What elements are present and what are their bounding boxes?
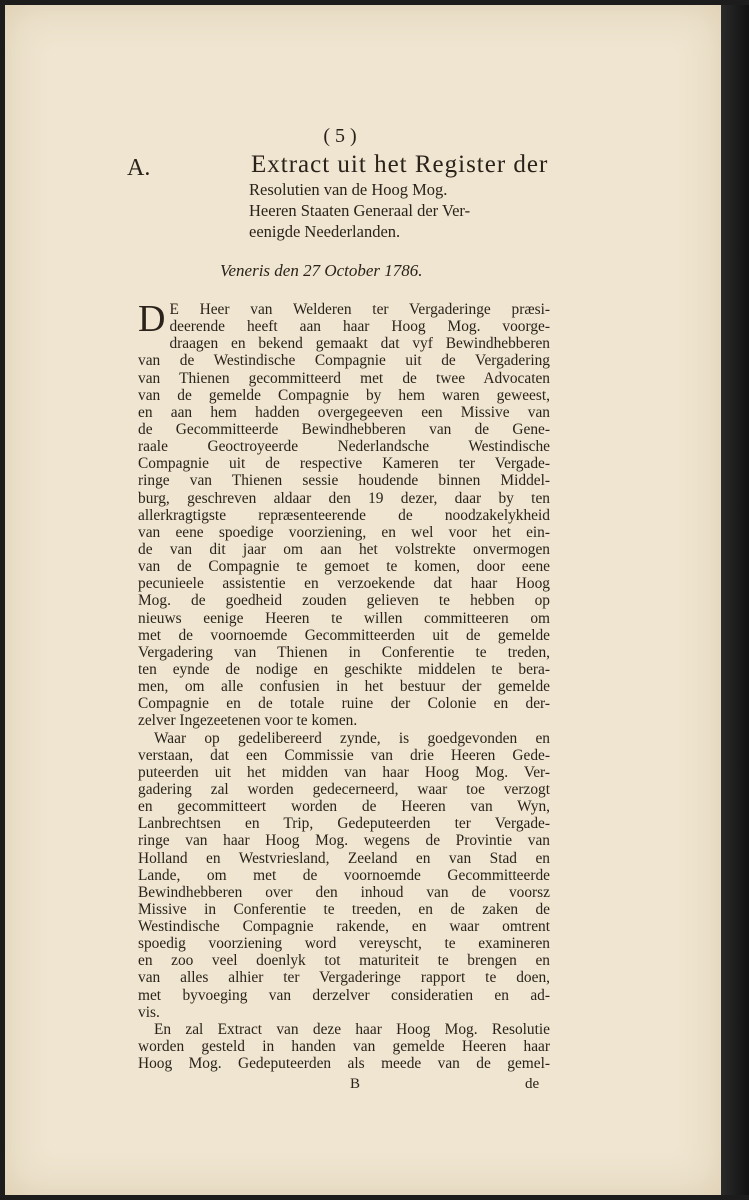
body-line: van de Westindische Compagnie uit de Vergadering [138, 352, 550, 370]
body-line: ringe van Thienen sessie houdende binnen Middel- [138, 472, 550, 490]
signature-mark: B [350, 1076, 361, 1092]
body-line: vis. [138, 1003, 160, 1021]
page-number: ( 5 ) [323, 125, 357, 147]
document-page [5, 5, 721, 1195]
body-line: pecunieele assistentie en verzoekende dat haar Hoog [138, 575, 550, 593]
body-line: En zal Extract van deze haar Hoog Mog. Resolutie [154, 1020, 550, 1038]
body-line: zelver Ingezeetenen voor te komen. [138, 712, 358, 730]
body-line: Compagnie en de totale ruine der Colonie en der- [138, 695, 550, 713]
body-line: en aan hem hadden overgegeeven een Missive van [138, 403, 550, 421]
body-line: draagen en bekend gemaakt dat vyf Bewindhebberen [169, 335, 550, 353]
body-line: E Heer van Welderen ter Vergaderinge præsi- [169, 301, 550, 318]
drop-cap: D [138, 298, 166, 340]
body-line: en gecommitteert worden de Heeren van Wyn, [138, 798, 550, 816]
body-line: Bewindhebberen over den inhoud van de voorsz [138, 883, 550, 901]
body-line: van alles alhier ter Vergaderinge rapport te doen, [138, 969, 550, 987]
body-line: ringe van haar Hoog Mog. wegens de Provintie van [138, 832, 550, 850]
body-line: Mog. de goedheid zouden gelieven te hebben op [138, 592, 550, 610]
body-line: Missive in Conferentie te treeden, en de zaken de [138, 900, 550, 918]
dateline: Veneris den 27 October 1786. [220, 261, 423, 280]
body-line: men, om alle confusien in het bestuur der gemelde [138, 678, 550, 696]
body-line: allerkragtigste repræsenteerende de noodzakelykheid [138, 506, 550, 524]
body-line: van de gemelde Compagnie by hem waren geweest, [138, 386, 550, 404]
body-line: Lanbrechtsen en Trip, Gedeputeerden ter Vergade- [138, 815, 550, 833]
heading-subtitle-line: Heeren Staaten Generaal der Ver- [249, 201, 471, 220]
page-edge-shadow [721, 5, 749, 1195]
body-line: van eene spoedige voorziening, en wel voor het ein- [138, 523, 550, 541]
body-line: nieuws eenige Heeren te willen committeeren om [138, 609, 550, 627]
body-line: met byvoeging van derzelver consideratien en ad- [138, 986, 550, 1004]
heading-subtitle [249, 179, 549, 242]
body-line: de van dit jaar om aan het volstrekte onvermogen [138, 540, 550, 558]
body-line: Compagnie uit de respective Kameren ter Vergade- [138, 455, 550, 473]
body-line: ten eynde de nodige en geschikte middelen te bera- [138, 660, 550, 678]
heading-subtitle-line: Resolutien van de Hoog Mog. [249, 180, 448, 199]
body-line: de Gecommitteerde Bewindhebberen van de Gene- [138, 420, 550, 438]
body-line: Waar op gedelibereerd zynde, is goedgevonden en [154, 729, 550, 747]
body-line: puteerden uit het midden van haar Hoog Mog. Ver- [138, 763, 550, 781]
heading-subtitle-line: eenigde Neederlanden. [249, 222, 401, 241]
body-line: van de Compagnie te gemoet te komen, door eene [138, 558, 550, 576]
body-line: Westindische Compagnie rakende, en waar omtrent [138, 918, 550, 936]
body-line: Holland en Westvriesland, Zeeland en van Stad en [138, 849, 550, 867]
body-line: van Thienen gecommitteerd met de twee Advocaten [138, 369, 550, 387]
body-line: met de voornoemde Gecommitteerden uit de gemelde [138, 626, 550, 644]
resolution-body [138, 298, 550, 1073]
catchword: de [525, 1076, 540, 1092]
body-line: gadering zal worden gedecerneerd, waar toe verzogt [138, 780, 550, 798]
body-line: Hoog Mog. Gedeputeerden als meede van de gemel- [138, 1055, 550, 1073]
body-line: Lande, om met de voornoemde Gecommitteerde [138, 866, 550, 884]
heading-title: Extract uit het Register der [251, 151, 549, 178]
body-line: deerende heeft aan haar Hoog Mog. voorge- [169, 318, 550, 336]
body-line: burg, geschreven aldaar den 19 dezer, daar by ten [138, 489, 550, 507]
body-line: Vergadering van Thienen in Conferentie te treden, [138, 643, 550, 661]
body-line: worden gesteld in handen van gemelde Heeren haar [138, 1038, 550, 1056]
body-line: spoedig voorziening word vereyscht, te examineren [138, 935, 550, 953]
body-line: en zoo veel doenlyk tot maturiteit te brengen en [138, 952, 550, 970]
body-line: verstaan, dat een Commissie van drie Heeren Gede- [138, 746, 550, 764]
body-line: raale Geoctroyeerde Nederlandsche Westindische [138, 438, 550, 456]
section-letter: A. [127, 155, 151, 181]
